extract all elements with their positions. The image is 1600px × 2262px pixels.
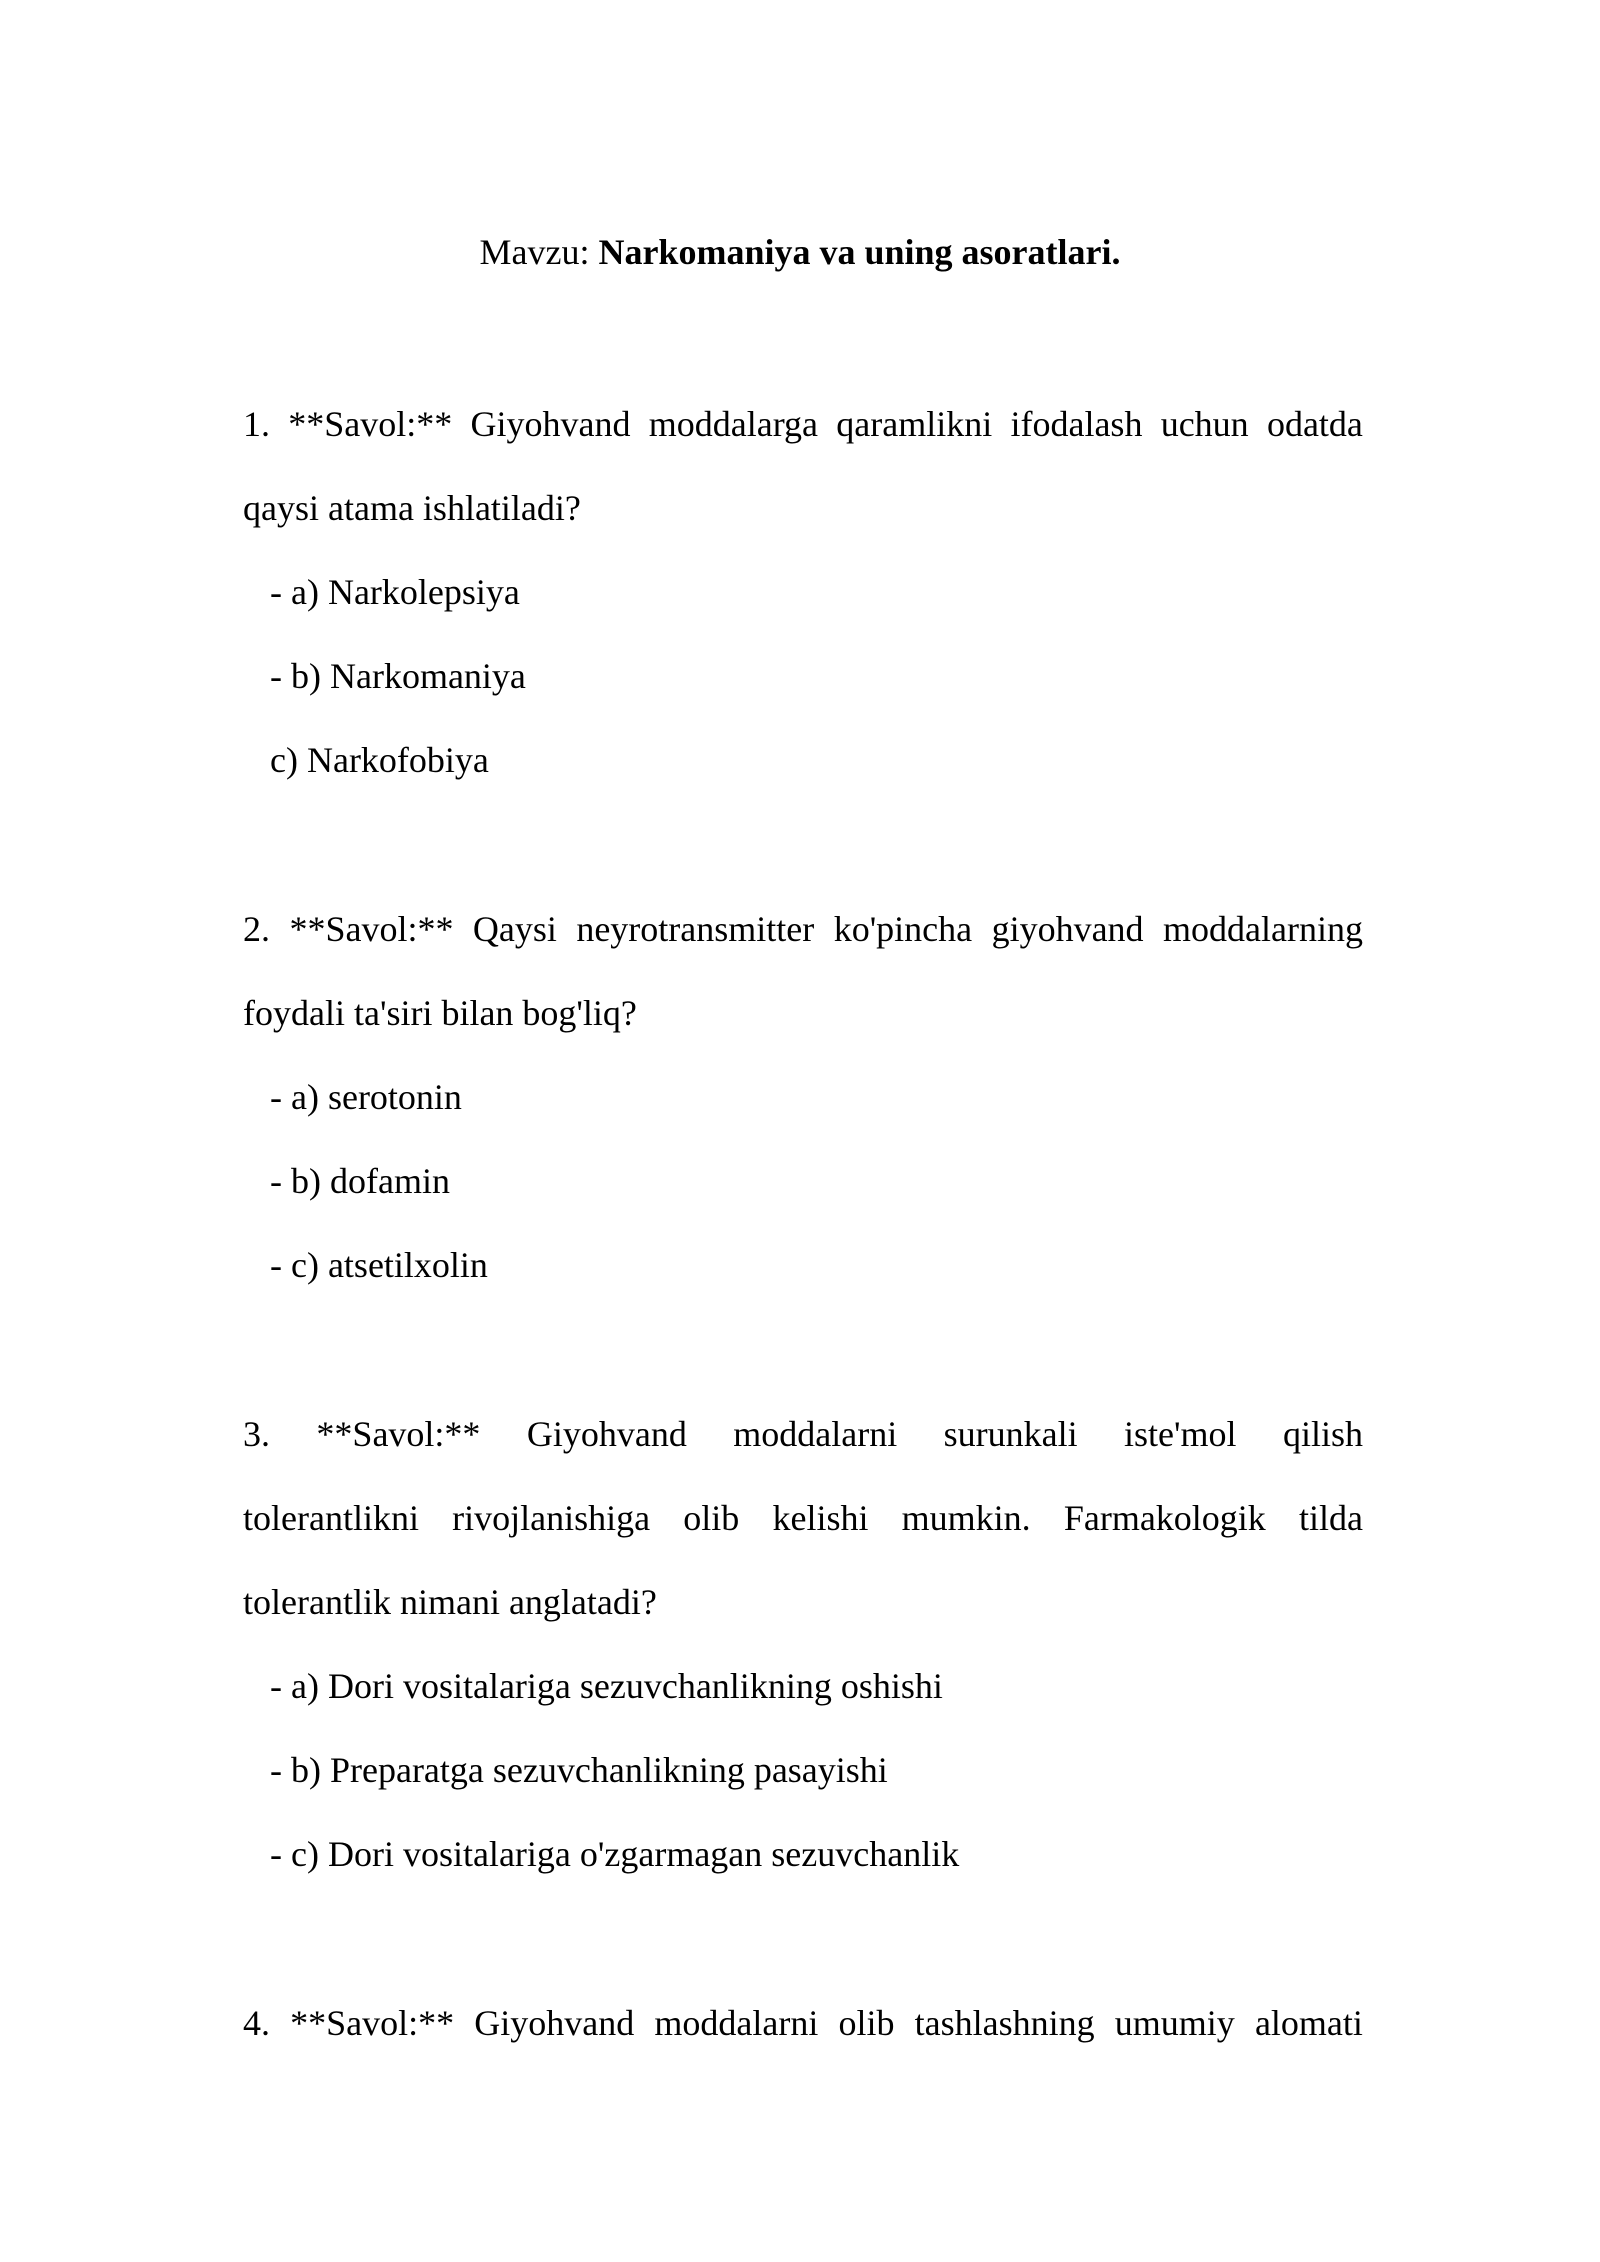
question-1-line-1 (243, 400, 1363, 448)
title-topic: Narkomaniya va uning asoratlari. (598, 232, 1121, 272)
question-3-option-a: - a) Dori vositalariga sezuvchanlikning oshishi (270, 1666, 943, 1706)
word: surunkali (943, 1414, 1078, 1454)
word: mumkin. (901, 1498, 1031, 1538)
word: 1. (243, 404, 270, 444)
word: rivojlanishiga (452, 1498, 651, 1538)
word: tilda (1298, 1498, 1363, 1538)
word: odatda (1266, 404, 1363, 444)
question-3-line-1 (243, 1410, 1363, 1458)
word: ko'pincha (833, 909, 973, 949)
question-3-option-b: - b) Preparatga sezuvchanlikning pasayishi (270, 1750, 888, 1790)
word: olib (838, 2003, 895, 2043)
word: iste'mol (1124, 1414, 1237, 1454)
word: 4. (243, 2003, 270, 2043)
word: neyrotransmitter (576, 909, 815, 949)
question-2-line-2: foydali ta'siri bilan bog'liq? (243, 993, 637, 1033)
question-2-option-a: - a) serotonin (270, 1077, 462, 1117)
word: **Savol:** (290, 2003, 455, 2043)
word: 3. (243, 1414, 270, 1454)
word: ifodalash (1010, 404, 1143, 444)
question-2-option-b: - b) dofamin (270, 1161, 450, 1201)
question-3-option-c: - c) Dori vositalariga o'zgarmagan sezuvchanlik (270, 1834, 960, 1874)
word: moddalarni (733, 1414, 898, 1454)
word: 2. (243, 909, 270, 949)
word: moddalarni (654, 2003, 819, 2043)
word: qaramlikni (836, 404, 993, 444)
word: umumiy (1114, 2003, 1235, 2043)
question-3-line-2 (243, 1494, 1363, 1542)
question-1-option-b: - b) Narkomaniya (270, 656, 526, 696)
word: moddalarga (648, 404, 819, 444)
question-1-option-a: - a) Narkolepsiya (270, 572, 520, 612)
word: alomati (1254, 2003, 1363, 2043)
question-2-option-c: - c) atsetilxolin (270, 1245, 488, 1285)
word: uchun (1160, 404, 1249, 444)
word: moddalarning (1163, 909, 1363, 949)
word: Giyohvand (470, 404, 631, 444)
question-1-option-c: c) Narkofobiya (270, 740, 489, 780)
word: **Savol:** (288, 404, 453, 444)
word: **Savol:** (289, 909, 454, 949)
word: kelishi (772, 1498, 869, 1538)
question-3-line-3: tolerantlik nimani anglatadi? (243, 1582, 657, 1622)
word: tashlashning (914, 2003, 1095, 2043)
question-4-line-1 (243, 1999, 1363, 2047)
word: **Savol:** (316, 1414, 481, 1454)
title-prefix: Mavzu: (479, 232, 599, 272)
word: qilish (1282, 1414, 1363, 1454)
word: Farmakologik (1063, 1498, 1266, 1538)
word: tolerantlikni (243, 1498, 419, 1538)
word: Qaysi (472, 909, 557, 949)
question-1-line-2: qaysi atama ishlatiladi? (243, 488, 581, 528)
word: olib (683, 1498, 740, 1538)
question-2-line-1 (243, 905, 1363, 953)
word: giyohvand (991, 909, 1144, 949)
word: Giyohvand (474, 2003, 635, 2043)
document-title (0, 228, 1600, 276)
word: Giyohvand (526, 1414, 687, 1454)
